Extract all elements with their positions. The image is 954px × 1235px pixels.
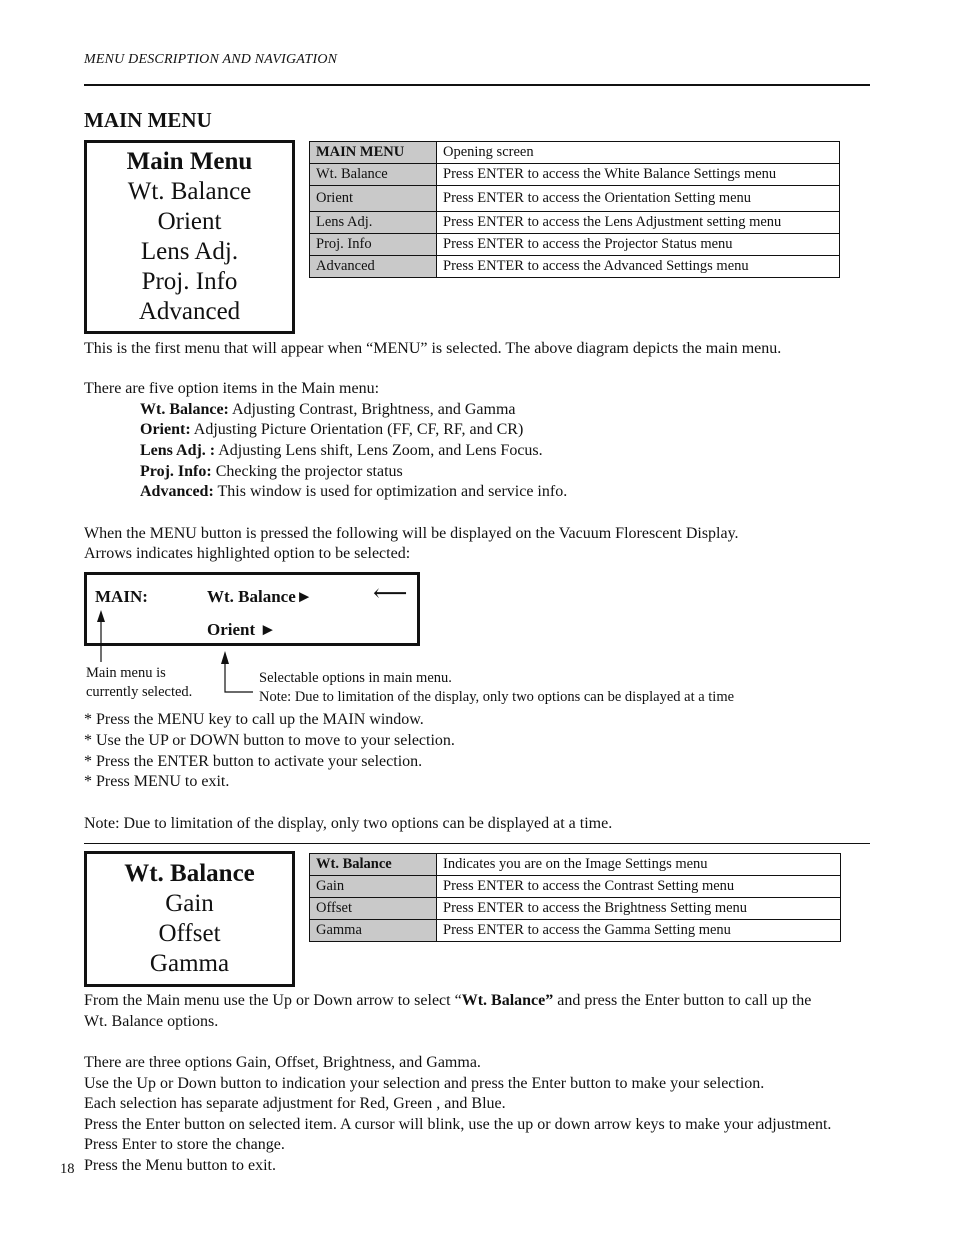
table-key: Gamma: [310, 920, 437, 942]
table-key: MAIN MENU: [310, 142, 437, 164]
table-key: Proj. Info: [310, 234, 437, 256]
wb-line: There are three options Gain, Offset, Brightness, and Gamma.: [84, 1054, 481, 1071]
option-desc: Adjusting Lens shift, Lens Zoom, and Lens Focus.: [215, 442, 543, 459]
option-desc: Adjusting Contrast, Brightness, and Gamma: [228, 401, 516, 418]
vfd-line-1: Wt. Balance►: [207, 587, 313, 606]
wb-menu-item: Offset: [158, 920, 221, 947]
wb-line: Each selection has separate adjustment for Red, Green , and Blue.: [84, 1095, 506, 1112]
table-desc: Press ENTER to access the White Balance Settings menu: [437, 164, 840, 186]
main-menu-item: Lens Adj.: [140, 238, 239, 265]
option-line: [140, 440, 543, 461]
main-menu-item: Wt. Balance: [127, 178, 252, 205]
wb-line: Use the Up or Down button to indication your selection and press the Enter button to make your selection.: [84, 1075, 765, 1092]
vfd-line-2: Orient ►: [207, 620, 277, 639]
callout-right-line: Selectable options in main menu.: [259, 670, 452, 686]
vfd-intro-line: When the MENU button is pressed the following will be displayed on the Vacuum Florescent Display.: [84, 525, 739, 542]
main-menu-title: Main Menu: [126, 148, 253, 175]
table-row: [310, 920, 841, 942]
table-desc: Press ENTER to access the Projector Status menu: [437, 234, 840, 256]
step-line: * Use the UP or DOWN button to move to your selection.: [84, 732, 455, 749]
table-key: Offset: [310, 898, 437, 920]
step-line: * Press MENU to exit.: [84, 773, 230, 790]
table-row: [310, 898, 841, 920]
table-desc: Press ENTER to access the Brightness Setting menu: [437, 898, 841, 920]
callout-right-line: Note: Due to limitation of the display, only two options can be displayed at a time: [259, 689, 735, 705]
option-term: Advanced:: [140, 483, 214, 500]
pointer-arrow-icon: ⟵: [373, 581, 408, 607]
callout-line-right: [225, 662, 253, 692]
wb-para-post: and press the Enter button to call up the: [553, 992, 812, 1009]
header-rule: [84, 84, 870, 86]
main-menu-item: Orient: [157, 208, 222, 235]
main-menu-item: Advanced: [138, 298, 241, 325]
table-row: [310, 876, 841, 898]
wb-menu-item: Gain: [165, 890, 214, 917]
step-line: * Press the MENU key to call up the MAIN window.: [84, 711, 424, 728]
option-desc: Adjusting Picture Orientation (FF, CF, RF, and CR): [190, 421, 524, 438]
table-key: Gain: [310, 876, 437, 898]
option-desc: This window is used for optimization and service info.: [213, 483, 568, 500]
wb-menu-title: Wt. Balance: [124, 860, 255, 887]
wb-line: Press the Menu button to exit.: [84, 1157, 276, 1174]
option-line: [140, 461, 403, 482]
option-term: Lens Adj. :: [140, 442, 216, 459]
callout-left-line: Main menu is: [86, 665, 166, 681]
option-term: Wt. Balance:: [140, 401, 229, 418]
option-term: Proj. Info:: [140, 463, 212, 480]
table-row: [310, 234, 840, 256]
table-desc: Press ENTER to access the Advanced Settings menu: [437, 256, 840, 278]
callout-left-line: currently selected.: [86, 684, 193, 700]
option-term: Orient:: [140, 421, 191, 438]
vfd-label: MAIN:: [95, 587, 148, 606]
table-row: [310, 256, 840, 278]
main-menu-item: Proj. Info: [141, 268, 238, 295]
table-row: [310, 186, 840, 212]
option-desc: Checking the projector status: [211, 463, 403, 480]
options-intro: There are five option items in the Main menu:: [84, 380, 380, 397]
table-row: [310, 142, 840, 164]
table-row: [310, 854, 841, 876]
section-title: MAIN MENU: [84, 108, 212, 132]
running-header: MENU DESCRIPTION AND NAVIGATION: [84, 52, 338, 67]
intro-paragraph: This is the first menu that will appear when “MENU” is selected. The above diagram depicts the main menu.: [84, 340, 782, 357]
step-line: * Press the ENTER button to activate your selection.: [84, 753, 423, 770]
table-desc: Indicates you are on the Image Settings menu: [437, 854, 841, 876]
main-menu-table: [309, 141, 840, 278]
table-key: Wt. Balance: [310, 164, 437, 186]
section-rule: [84, 843, 870, 844]
wb-table: [309, 853, 841, 942]
table-desc: Press ENTER to access the Orientation Setting menu: [437, 186, 840, 212]
page-number: 18: [60, 1161, 75, 1177]
wb-para-bold: Wt. Balance”: [461, 992, 554, 1009]
table-desc: Press ENTER to access the Contrast Setting menu: [437, 876, 841, 898]
wb-menu-item: Gamma: [149, 950, 230, 977]
arrow-up-icon: [97, 610, 105, 622]
table-key: Orient: [310, 186, 437, 212]
wb-line: Press Enter to store the change.: [84, 1136, 285, 1153]
note-line: Note: Due to limitation of the display, only two options can be displayed at a time.: [84, 815, 613, 832]
table-desc: Press ENTER to access the Gamma Setting menu: [437, 920, 841, 942]
table-key: Lens Adj.: [310, 212, 437, 234]
main-menu-box: [84, 140, 295, 334]
table-desc: Press ENTER to access the Lens Adjustment setting menu: [437, 212, 840, 234]
arrow-up-icon: [221, 651, 229, 664]
table-row: [310, 164, 840, 186]
table-key: Wt. Balance: [310, 854, 437, 876]
table-desc: Opening screen: [437, 142, 840, 164]
wb-menu-box: [84, 851, 295, 987]
wb-paragraph-line: [84, 990, 811, 1011]
table-key: Advanced: [310, 256, 437, 278]
wb-paragraph-line: Wt. Balance options.: [84, 1013, 219, 1030]
option-line: [140, 419, 523, 440]
option-line: [140, 399, 516, 420]
wb-line: Press the Enter button on selected item. A cursor will blink, use the up or down arrow keys to make your adjustment.: [84, 1116, 832, 1133]
vfd-intro-line: Arrows indicates highlighted option to be selected:: [84, 545, 411, 562]
wb-para-pre: From the Main menu use the Up or Down arrow to select “: [84, 992, 462, 1009]
option-line: [140, 481, 567, 502]
table-row: [310, 212, 840, 234]
